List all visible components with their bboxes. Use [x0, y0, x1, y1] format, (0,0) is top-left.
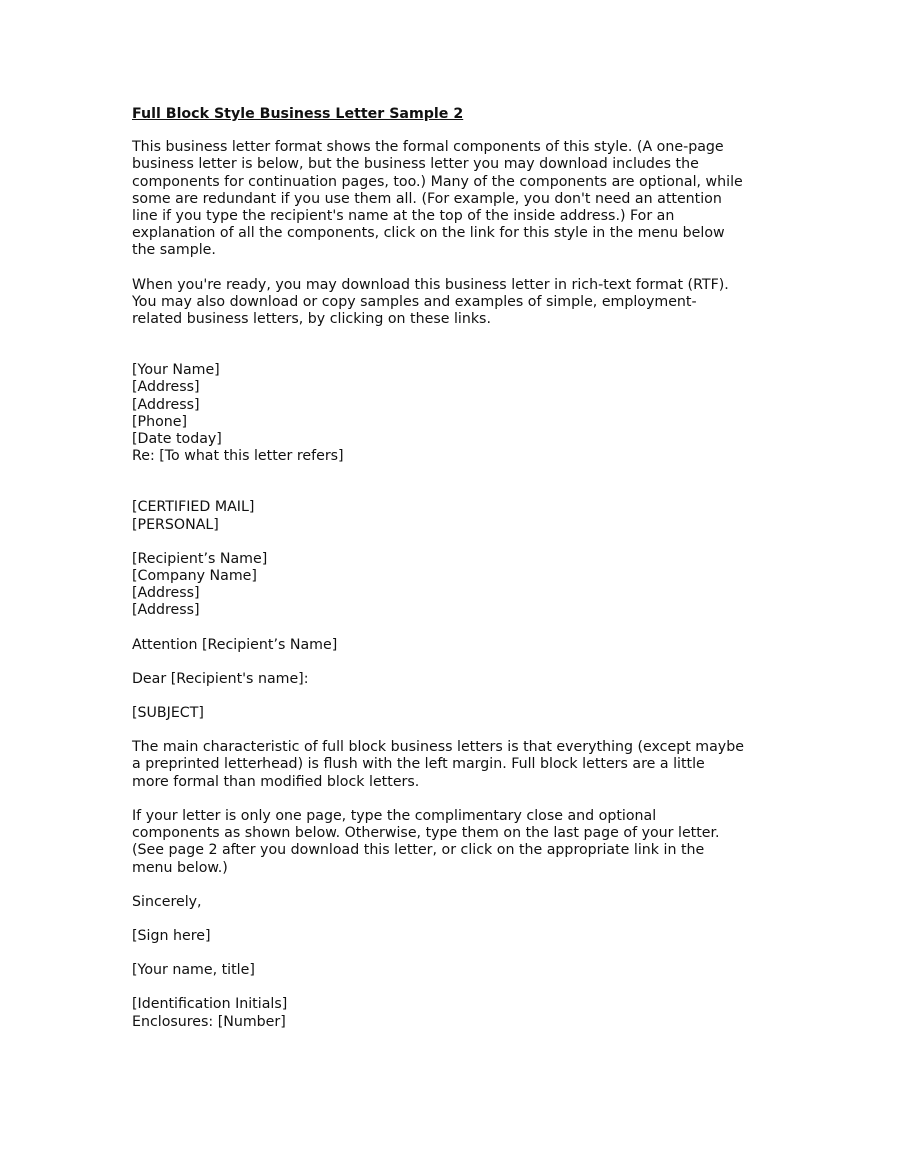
intro-line: line if you type the recipient's name at the top of the inside address.) For an [132, 208, 675, 225]
enclosures-line: Enclosures: [Number] [132, 1013, 286, 1030]
personal-notation: [PERSONAL] [132, 516, 219, 533]
intro-line: business letter is below, but the business letter you may download includes the [132, 156, 699, 173]
intro-line: This business letter format shows the formal components of this style. (A one-page [132, 139, 724, 156]
intro-paragraph [132, 139, 782, 259]
intro-line: some are redundant if you use them all. (For example, you don't need an attention [132, 190, 722, 207]
download-line: You may also download or copy samples and examples of simple, employment- [132, 293, 697, 310]
spacer [132, 345, 782, 362]
body-paragraph-1 [132, 739, 782, 791]
intro-line: components for continuation pages, too.) Many of the components are optional, while [132, 173, 743, 190]
recipient-address: [Address] [132, 585, 200, 602]
letter-page [132, 106, 782, 1048]
spacer [132, 482, 782, 499]
letter-date: [Date today] [132, 431, 222, 448]
body-line: The main characteristic of full block business letters is that everything (except maybe [132, 739, 744, 756]
salutation: Dear [Recipient's name]: [132, 670, 309, 687]
body-line: a preprinted letterhead) is flush with the left margin. Full block letters are a little [132, 756, 705, 773]
sender-address: [Address] [132, 396, 200, 413]
sender-block [132, 362, 782, 465]
intro-line: the sample. [132, 242, 216, 259]
recipient-name: [Recipient’s Name] [132, 550, 268, 567]
body-line: If your letter is only one page, type the complimentary close and optional [132, 807, 657, 824]
recipient-block [132, 551, 782, 620]
body-line: (See page 2 after you download this letter, or click on the appropriate link in the [132, 842, 705, 859]
complimentary-close: Sincerely, [132, 893, 202, 910]
sender-phone: [Phone] [132, 413, 188, 430]
closing-notations [132, 996, 782, 1030]
recipient-address: [Address] [132, 602, 200, 619]
download-paragraph [132, 277, 782, 329]
download-line: related business letters, by clicking on these links. [132, 311, 491, 328]
document-title: Full Block Style Business Letter Sample 2 [132, 106, 464, 122]
body-line: menu below.) [132, 859, 228, 876]
certified-mail-notation: [CERTIFIED MAIL] [132, 499, 255, 516]
download-line: When you're ready, you may download this business letter in rich-text format (RTF). [132, 276, 729, 293]
sender-name: [Your Name] [132, 362, 220, 379]
body-paragraph-2 [132, 808, 782, 877]
identification-initials: [Identification Initials] [132, 996, 288, 1013]
sender-address: [Address] [132, 379, 200, 396]
notation-block [132, 499, 782, 533]
body-line: components as shown below. Otherwise, type them on the last page of your letter. [132, 825, 720, 842]
recipient-company: [Company Name] [132, 568, 257, 585]
signature-placeholder: [Sign here] [132, 927, 211, 944]
reference-line: Re: [To what this letter refers] [132, 448, 344, 465]
name-title: [Your name, title] [132, 962, 255, 979]
subject-line: [SUBJECT] [132, 705, 204, 722]
intro-line: explanation of all the components, click on the link for this style in the menu below [132, 225, 725, 242]
body-line: more formal than modified block letters. [132, 773, 420, 790]
attention-line: Attention [Recipient’s Name] [132, 636, 338, 653]
